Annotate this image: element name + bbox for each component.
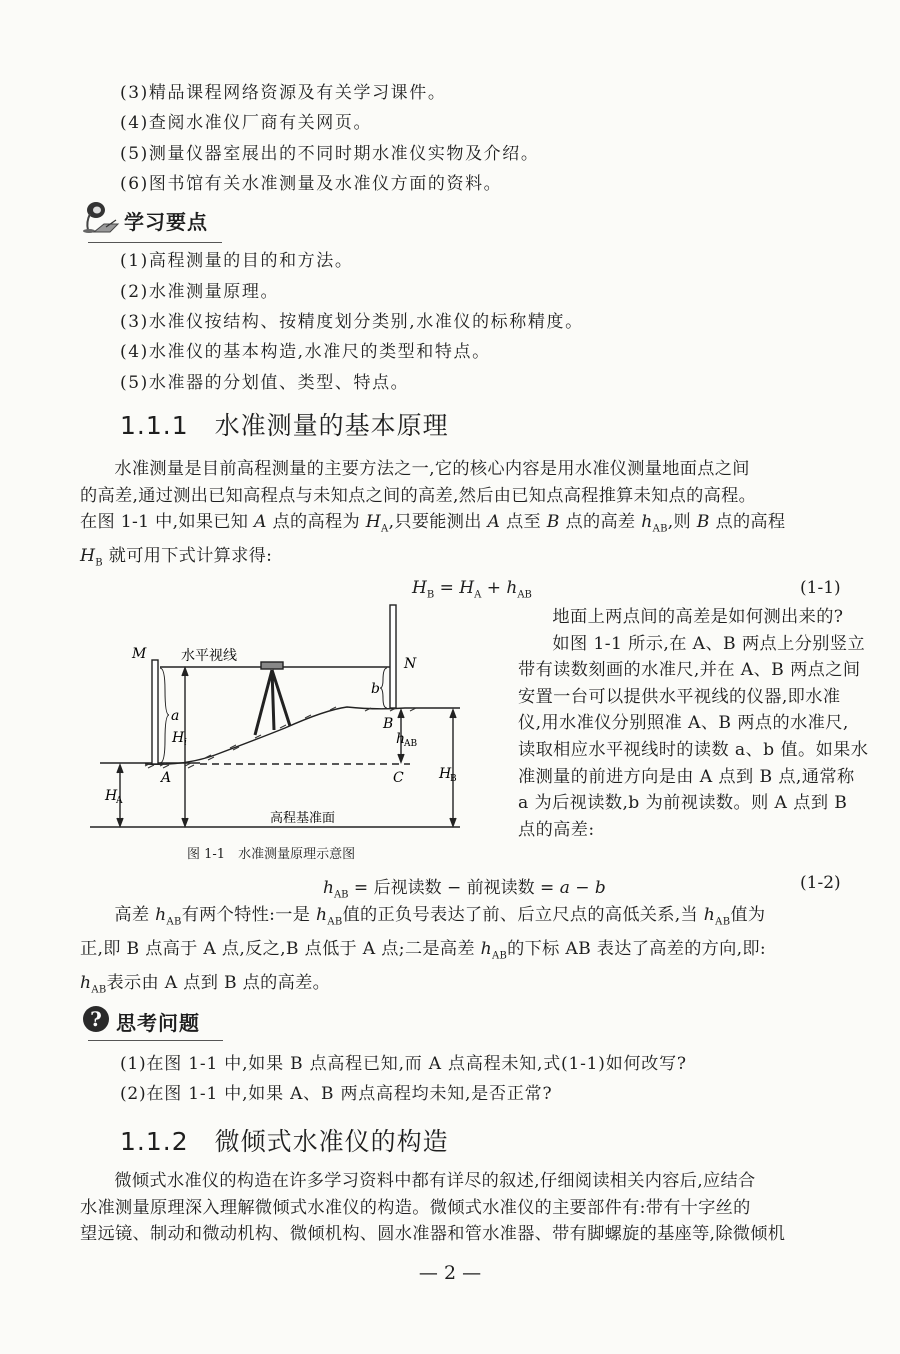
list-item: (1)在图 1-1 中,如果 B 点高程已知,而 A 点高程未知,式(1-1)如何改写? (120, 1054, 687, 1074)
side-line: 读取相应水平视线时的读数 a、b 值。如果水 (518, 739, 869, 760)
label-hAB: h (396, 731, 406, 747)
paragraph-line: 望远镜、制动和微动机构、微倾机构、圆水准器和管水准器、带有脚螺旋的基座等,除微倾机 (80, 1224, 786, 1244)
label-Hi: H (172, 730, 185, 746)
side-question: 地面上两点间的高差是如何测出来的? (552, 607, 844, 627)
list-item: (5)测量仪器室展出的不同时期水准仪实物及介绍。 (120, 144, 540, 164)
figure-1-1 (85, 600, 475, 870)
list-item: (5)水准器的分划值、类型、特点。 (120, 373, 410, 393)
paragraph-line: 正,即 B 点高于 A 点,反之,B 点低于 A 点;二是高差 $h_{AB}$的下标 AB 表达了高差的方向,即: (80, 938, 766, 962)
paragraph-line: $h_{AB}$表示由 A 点到 B 点的高差。 (80, 972, 331, 996)
label-HB: H (439, 766, 452, 782)
label-A: A (161, 770, 172, 786)
list-item: (4)查阅水准仪厂商有关网页。 (120, 113, 373, 133)
question-mark-icon (82, 1004, 112, 1038)
list-item: (2)在图 1-1 中,如果 A、B 两点高程均未知,是否正常? (120, 1084, 553, 1104)
side-line: 如图 1-1 所示,在 A、B 两点上分别竖立 (552, 633, 866, 654)
label-C: C (393, 770, 404, 786)
label-M: M (132, 646, 147, 662)
side-text (518, 604, 868, 843)
list-item: (2)水准测量原理。 (120, 282, 280, 302)
figure-caption: 图 1-1 水准测量原理示意图 (187, 847, 356, 862)
think-questions-title: 思考问题 (116, 1010, 200, 1035)
equation-1-2: $h_{AB}$ = 后视读数 − 前视读数 = a − b (323, 878, 606, 901)
svg-text:B: B (450, 774, 457, 784)
label-a: a (171, 708, 180, 724)
list-item: (1)高程测量的目的和方法。 (120, 251, 354, 271)
paragraph-line: 在图 1-1 中,如果已知 A 点的高程为 $H_A$,只要能测出 A 点至 B 点的高差 $h_{AB}$,则 B 点的高程 (80, 512, 786, 535)
side-line: 安置一台可以提供水平视线的仪器,即水准 (518, 686, 841, 707)
section-heading-1-1-1 (120, 406, 449, 442)
heading-underline (88, 1040, 223, 1041)
side-line: 带有读数刻画的水准尺,并在 A、B 两点之间 (518, 660, 861, 681)
section-title: 微倾式水准仪的构造 (214, 1127, 449, 1156)
paragraph-line: 水准测量是目前高程测量的主要方法之一,它的核心内容是用水准仪测量地面点之间 (114, 459, 750, 479)
section-heading-1-1-2 (120, 1122, 449, 1158)
label-B: B (383, 716, 394, 732)
svg-text:A: A (116, 796, 123, 806)
paragraph-properties (80, 902, 850, 1004)
list-item: (6)图书馆有关水准测量及水准仪方面的资料。 (120, 174, 503, 194)
section-number: 1.1.1 (120, 411, 189, 440)
section-number: 1.1.2 (120, 1127, 189, 1156)
paragraph-construction (80, 1168, 850, 1248)
heading-underline (88, 242, 222, 243)
label-N: N (404, 656, 417, 672)
paragraph-line: 微倾式水准仪的构造在许多学习资料中都有详尽的叙述,仔细阅读相关内容后,应结合 (114, 1171, 756, 1191)
side-line: 准测量的前进方向是由 A 点到 B 点,通常称 (518, 766, 855, 787)
paragraph-line: $H_B$ 就可用下式计算求得: (80, 545, 273, 569)
svg-text:AB: AB (404, 739, 418, 749)
leveling-principle-diagram (85, 600, 475, 870)
label-datum: 高程基准面 (270, 811, 336, 826)
list-item: (3)水准仪按结构、按精度划分类别,水准仪的标称精度。 (120, 312, 584, 332)
think-questions-heading (82, 1004, 200, 1038)
page-number: — 2 — (418, 1262, 482, 1284)
svg-text:i: i (184, 738, 187, 748)
desk-lamp-book-icon (82, 200, 120, 240)
paragraph-line: 水准测量原理深入理解微倾式水准仪的构造。微倾式水准仪的主要部件有:带有十字丝的 (80, 1197, 751, 1218)
paragraph-line: 的高差,通过测出已知高程点与未知点之间的高差,然后由已知点高程推算未知点的高程。 (80, 485, 757, 506)
label-HA: H (105, 788, 118, 804)
side-line: 仪,用水准仪分别照准 A、B 两点的水准尺, (518, 713, 849, 734)
side-line: a 为后视读数,b 为前视读数。则 A 点到 B (518, 793, 848, 814)
svg-text:?: ? (90, 1007, 102, 1031)
equation-number: (1-2) (800, 873, 841, 893)
section-title: 水准测量的基本原理 (214, 411, 449, 440)
equation-1-1: $H_B = H_A + h_{AB}$ (412, 578, 532, 601)
equation-number: (1-1) (800, 578, 841, 598)
list-item: (4)水准仪的基本构造,水准尺的类型和特点。 (120, 342, 491, 362)
label-sight-line: 水平视线 (181, 648, 237, 664)
key-points-heading (82, 200, 208, 240)
side-line: 点的高差: (518, 819, 595, 840)
label-b: b (371, 681, 380, 697)
paragraph-line: 高差 $h_{AB}$有两个特性:一是 $h_{AB}$值的正负号表达了前、后立尺点的高低关系,当 $h_{AB}$值为 (114, 905, 766, 928)
list-item: (3)精品课程网络资源及有关学习课件。 (120, 83, 447, 103)
key-points-title: 学习要点 (124, 209, 208, 234)
paragraph-principle (80, 456, 850, 577)
